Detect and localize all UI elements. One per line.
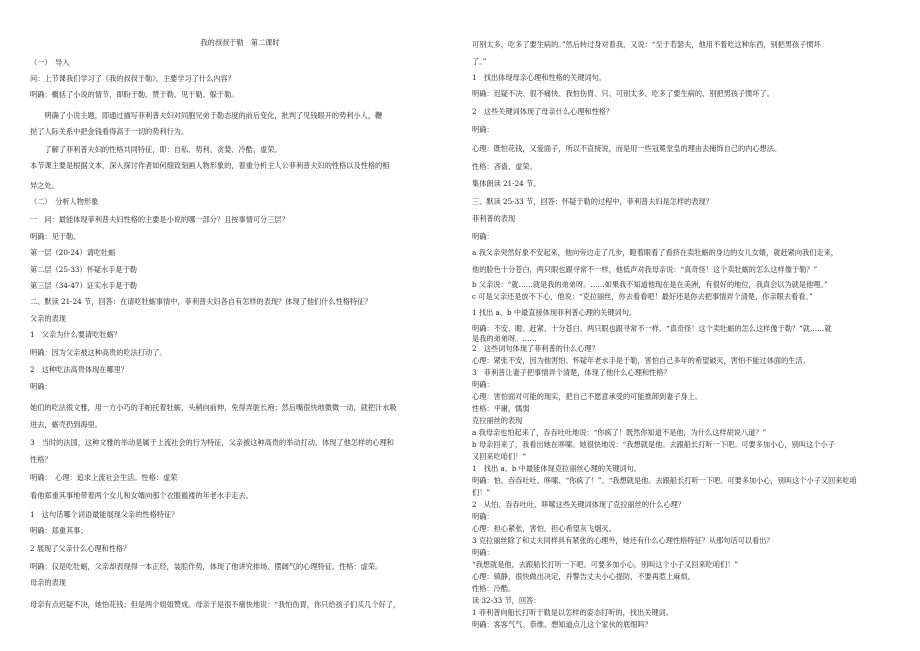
text-line: 明确：郑重其事；	[30, 526, 88, 535]
text-line: 明确：	[30, 382, 52, 391]
text-line: 明确：怕、吞吞吐吐、哆嗦、“你疯了！”、“我想就是他。去跟船长打听一下吧。可要多加小心，别叫这个小子又回来吃咱	[472, 476, 857, 485]
text-line: （一） 导入	[30, 58, 70, 67]
text-line: 2 这些词句体现了菲利普的什么心理？	[472, 344, 599, 353]
text-line: b 父亲说：“就……就是我的弟弟呀。……如果我不知道他现在是在美洲，有很好的地位，我真会以为就是他哩。”	[472, 280, 828, 289]
text-line: 异之处。	[30, 181, 59, 190]
text-line: 明确：	[472, 512, 494, 521]
text-line: 1 父亲为什么要请吃牡蛎？	[30, 330, 121, 339]
text-line: 1 找出体现母亲心理和性格的关键词句。	[472, 73, 606, 82]
text-line: 心理：既怕花钱，又爱面子，所以不直接说，而是用一些冠冕堂皇的理由去掩饰自己的内心想法。	[472, 144, 782, 153]
text-line: 2 从怕、吞吞吐吐、哆嗦这些关键词体现了克拉丽丝的什么心理？	[472, 500, 686, 509]
text-line: 母亲的表现	[30, 578, 66, 587]
text-line: 3 当时的法国，这种文雅的举动是属于上流社会的行为特征，父亲被这种高贵的举动打动，体现了他怎样的心理和	[30, 438, 394, 447]
text-line: 明确：见于勒。	[30, 232, 81, 241]
text-line: 第二层（25-33）怀疑水手是于勒	[30, 265, 137, 274]
text-line: 明确了小说主题，即通过描写菲利普夫妇对同胞兄弟于勒态度的前后变化，批判了见钱眼开的势利小人，鞭	[44, 111, 383, 120]
text-line: 1 菲利普向船长打听于勒是以怎样的姿态打听的，找出关键词。	[472, 608, 673, 617]
text-line: 本节课主要是根据文本，深入探讨作者如何细致刻画人物形象的，着重分析主人公菲利普夫妇的性格以及性格的相	[30, 161, 390, 170]
text-line: 们！”	[472, 488, 491, 497]
text-line: 心理：害怕面对可能的现实，把自己不愿意承受的可能推卸到妻子身上。	[472, 392, 703, 401]
text-line: 1 这句话哪个词语最能展现父亲的性格特征？	[30, 510, 179, 519]
text-line: 一 问：最能体现菲利普夫妇性格的主要是小说的哪一部分？且按事情可分三层？	[30, 215, 289, 224]
text-line: “我想就是他。去跟船长打听一下吧。可要多加小心，别叫这个小子又回来吃咱们！”	[472, 560, 739, 569]
text-line: 明确： 心理：追求上流社会生活。性格：虚荣	[30, 473, 178, 482]
text-line: a 我母亲也怕起来了，吞吞吐吐地说：“你疯了！既然你知道不是他，为什么这样胡说八道？”	[472, 428, 767, 437]
document-title: 我的叔叔于勒 第二课时	[200, 38, 280, 47]
text-line: 母亲有点迟疑不决，她怕花钱；但是两个姐姐赞成。母亲于是很不痛快地说：“我怕伤胃，你只给孩子们买几个好了，	[30, 600, 401, 609]
text-line: 明确：迟疑不决、很不痛快、我怕伤胃、只、可别太多、吃多了要生病的、别把男孩子惯坏了。	[472, 89, 774, 98]
text-line: 明确：因为父亲被这种高贵的吃法打动了。	[30, 348, 167, 357]
text-line: 明确：	[472, 380, 494, 389]
text-line: 又回来吃咱们！”	[472, 452, 526, 461]
text-line: 是我的弟弟呀。……	[472, 334, 537, 343]
text-line: 明确：	[472, 548, 494, 557]
text-line: 集体朗读 21-24 节。	[472, 179, 541, 188]
text-line: 父亲的表现	[30, 314, 66, 323]
text-line: 了。”	[472, 57, 487, 66]
text-line: 明确：	[472, 125, 494, 134]
text-line: 3 菲利普让妻子把事情弄个清楚，体现了他什么心理和性格？	[472, 368, 671, 377]
text-line: 明确：不安、瞪、赶紧、十分苍白、两只眼也跟寻常不一样、“真奇怪！这个卖牡蛎的怎么这样像于勒？”就……就	[472, 324, 832, 333]
text-line: 明确：客客气气、恭维、想知道点儿这个家伙的底细吗？	[472, 620, 652, 629]
text-line: 明确：	[472, 232, 494, 241]
text-line: （二） 分析人物形象	[30, 197, 99, 206]
text-line: 他的脸色十分苍白，两只眼也跟寻常不一样，他低声对我母亲说：“真奇怪！这个卖牡蛎的怎么这样像于勒？”	[472, 265, 818, 274]
text-line: 心理：担心紧张，害怕，担心希望灰飞烟灭。	[472, 524, 616, 533]
text-line: 2 这种吃法高贵体现在哪里？	[30, 365, 129, 374]
text-line: 心理：镇静，很快做出决定，并警告丈夫小心提防，不要再惹上麻烦。	[472, 572, 695, 581]
text-line: 进去，蛎壳扔到海里。	[30, 420, 102, 429]
text-line: 2 展现了父亲什么心理和性格？	[30, 544, 131, 553]
text-line: 可别太多，吃多了要生病的。”然后转过身对着我，又说：“至于若瑟夫，他用不着吃这种东西，别把男孩子惯坏	[472, 40, 821, 49]
text-line: 性格：冷酷。	[472, 584, 516, 593]
text-line: 问：上节课我们学习了《我的叔叔于勒》，主要学习了什么内容？	[30, 74, 235, 83]
text-line: 性格：平庸，懦弱	[472, 404, 530, 413]
text-line: 读 32-33 节，回答：	[472, 596, 541, 605]
text-line: 1 找出 a、b 中最能体现克拉丽丝心理的关键词句。	[472, 464, 641, 473]
text-line: 心理：紧张不安，因为他害怕、怀疑年老水手是于勒，害怕自己多年的希望破灭，害怕不能过体面的生活。	[472, 356, 810, 365]
text-line: a 我父亲突然好象不安起来，他向旁边走了几步，瞪着眼看了看挤在卖牡蛎的身边的女儿女婿，就赶紧向我们走来，	[472, 248, 838, 257]
text-line: 三、默读 25-33 节，回答：怀疑于勒的过程中，菲利普夫妇是怎样的表现？	[472, 197, 713, 206]
text-line: c 可是父亲还是放不下心，他说：“克拉丽丝，你去看看吧！最好还是你去把事情弄个清楚，你亲眼去看看。”	[472, 292, 813, 301]
text-line: 第一层（20-24）请吃牡蛎	[30, 248, 116, 257]
text-line: 挞了人际关系中把金钱看得高于一切的势利行为。	[30, 127, 189, 136]
text-line: 明确：仅是吃牡蛎，父亲却表现得一本正经，装腔作势，体现了他讲究排场、摆阔气的心理特征。性格：虚荣。	[30, 562, 383, 571]
text-line: 2 这些关键词体现了母亲什么心理和性格？	[472, 107, 614, 116]
text-line: 性格？	[30, 455, 52, 464]
text-line: 二、默读 21-24 节，回答：在请吃牡蛎事情中，菲利普夫妇各自有怎样的表现？体现了他们什么性格特征？	[30, 297, 372, 306]
text-line: 看他郑重其事地带着两个女儿和女婿向那个衣服褴褛的年老水手走去。	[30, 491, 253, 500]
text-line: 性格：吝啬、虚荣。	[472, 162, 537, 171]
text-line: 1 找出 a、b 中最直接体现菲利普心理的关键词句。	[472, 308, 637, 317]
text-line: 3 克拉丽丝除了和丈夫同样具有紧张的心理外，她还有什么心理性格特征？从那句话可以看出？	[472, 536, 774, 545]
text-line: b 母亲回来了，我看出她在哆嗦。她很快地说：“我想就是他。去跟船长打听一下吧。可要多加小心，别叫这个小子	[472, 440, 835, 449]
text-line: 明确：概括了小说的情节，即盼于勒、赞于勒、见于勒、躲于勒。	[30, 90, 239, 99]
text-line: 第三层（34-47）证实水手是于勒	[30, 281, 137, 290]
text-line: 她们的吃法很文雅，用一方小巧的手帕托着牡蛎，头稍向前伸，免得弄脏长袍；然后嘴很快地微微一动，就把汁水吸	[30, 403, 397, 412]
text-line: 克拉丽丝的表现	[472, 416, 523, 425]
text-line: 了解了菲利普夫妇的性格共同特征，即：自私、势利、贪婪、冷酷、虚荣。	[44, 145, 282, 154]
text-line: 菲利普的表现	[472, 214, 516, 223]
